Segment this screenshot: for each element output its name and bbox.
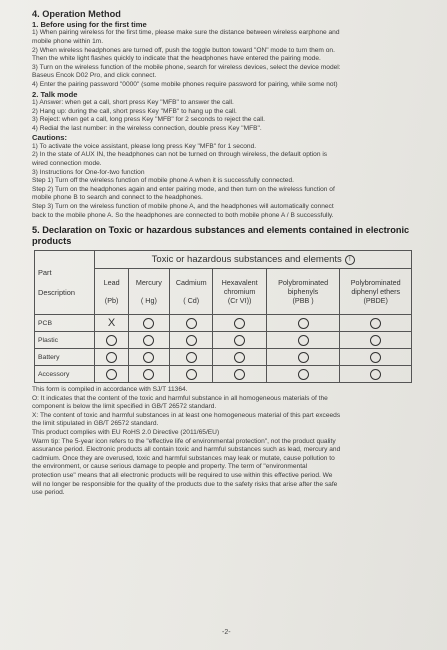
talk-mode-section bbox=[32, 99, 433, 133]
caution-line: 1) To activate the voice assistant, please long press Key "MFB" for 1 second. bbox=[32, 142, 257, 150]
o-mark bbox=[106, 335, 117, 346]
note-line: Warm tip: The 5-year icon refers to the "effective life of environmental protection", not the product quality bbox=[32, 437, 336, 445]
cell-mark bbox=[170, 332, 213, 349]
cell-mark bbox=[340, 332, 412, 349]
caution-line: 3) Instructions for One-for-two function bbox=[32, 168, 145, 176]
cell-mark bbox=[128, 332, 169, 349]
o-mark bbox=[370, 335, 381, 346]
cell-mark bbox=[213, 332, 266, 349]
cautions-section bbox=[32, 143, 433, 220]
o-mark bbox=[106, 352, 117, 363]
first-time-line: 3) Turn on the wireless function of the mobile phone, search for wireless devices, select the device model: bbox=[32, 63, 341, 71]
caution-line: Step 2) Turn on the headphones again and enter pairing mode, and then turn on the wireless function of bbox=[32, 185, 335, 193]
note-line: protection use" means that all electronic products will be required to use within this effective period. We bbox=[32, 472, 333, 480]
column-name: Cadmium bbox=[175, 278, 207, 288]
declaration-notes bbox=[32, 386, 433, 498]
declaration-title-line1: 5. Declaration on Toxic or hazardous substances and elements contained in electronic bbox=[32, 225, 410, 236]
caution-line: back to the mobile phone A. So the headphones are connected to both mobile phone A / B successfully. bbox=[32, 211, 334, 219]
o-mark bbox=[370, 352, 381, 363]
caution-line: Step 1) Turn off the wireless function of mobile phone A when it is successfully connected. bbox=[32, 177, 294, 185]
cell-mark bbox=[340, 349, 412, 366]
operation-method-title: 4. Operation Method bbox=[32, 9, 121, 19]
cell-mark bbox=[128, 366, 169, 383]
cell-mark bbox=[266, 366, 340, 383]
talk-mode-line: 2) Hang up: during the call, short press Key "MFB" to hang up the call. bbox=[32, 107, 237, 115]
column-header-lead bbox=[95, 269, 128, 315]
column-symbol: ( Hg) bbox=[140, 296, 157, 306]
info-icon: ! bbox=[345, 255, 355, 265]
column-header-pbde bbox=[340, 269, 412, 315]
cell-mark bbox=[213, 366, 266, 383]
cell-mark bbox=[340, 315, 412, 332]
table-row bbox=[35, 315, 412, 332]
part-label: Part bbox=[38, 267, 52, 277]
table-row bbox=[35, 349, 412, 366]
column-symbol: (PBDE) bbox=[363, 296, 388, 306]
column-symbol: (Cr VI)) bbox=[227, 296, 252, 306]
caution-line: Step 3) Turn on the wireless function of mobile phone A, and the headphones will automatically connect bbox=[32, 202, 334, 210]
column-name: Polybrominated diphenyl ethers bbox=[350, 278, 401, 297]
caution-line: 2) In the state of AUX IN, the headphones can not be turned on through wireless, the default option is bbox=[32, 151, 328, 159]
column-name: Mercury bbox=[135, 278, 162, 288]
o-mark bbox=[298, 369, 309, 380]
cell-mark bbox=[213, 349, 266, 366]
cell-mark bbox=[170, 366, 213, 383]
first-time-title: 1. Before using for the first time bbox=[32, 20, 147, 29]
row-label: Plastic bbox=[35, 332, 95, 349]
first-time-line: 4) Enter the pairing password "0000" (some mobile phones require password for pairing, while some not) bbox=[32, 80, 338, 88]
cell-mark bbox=[266, 332, 340, 349]
row-label: Accessory bbox=[35, 366, 95, 383]
note-line: This product complies with EU RoHS 2.0 Directive (2011/65/EU) bbox=[32, 429, 220, 437]
first-time-line: 2) When wireless headphones are turned off, push the toggle button toward "ON" mode to turn them on. bbox=[32, 46, 335, 54]
cell-mark bbox=[170, 349, 213, 366]
cell-mark bbox=[266, 315, 340, 332]
column-symbol: (PBB ) bbox=[292, 296, 314, 306]
o-mark bbox=[143, 369, 154, 380]
first-time-line: 1) When pairing wireless for the first time, please make sure the distance between wireless earphone and bbox=[32, 29, 340, 37]
cell-mark bbox=[340, 366, 412, 383]
talk-mode-line: 4) Redial the last number: in the wireless connection, double press Key "MFB". bbox=[32, 124, 262, 132]
description-label: Description bbox=[38, 287, 75, 297]
declaration-title-line2: products bbox=[32, 236, 72, 247]
column-symbol: (Pb) bbox=[104, 296, 119, 306]
column-header-mercury bbox=[128, 269, 169, 315]
o-mark bbox=[370, 369, 381, 380]
page-number: -2- bbox=[222, 629, 231, 636]
cell-mark bbox=[95, 366, 128, 383]
substances-header bbox=[95, 251, 412, 269]
o-mark bbox=[143, 318, 154, 329]
first-time-line: Baseus Encok D02 Pro, and click connect. bbox=[32, 72, 157, 80]
x-mark: X bbox=[107, 316, 116, 329]
note-line: This form is compiled in accordance with SJ/T 11364. bbox=[32, 386, 188, 394]
substances-header-text: Toxic or hazardous substances and elements bbox=[151, 254, 342, 266]
column-name: Lead bbox=[103, 278, 120, 288]
column-header-cadmium bbox=[170, 269, 213, 315]
column-name: Polybrominated biphenyls bbox=[278, 278, 329, 297]
table-row bbox=[35, 332, 412, 349]
o-mark bbox=[186, 369, 197, 380]
row-label: PCB bbox=[35, 315, 95, 332]
column-header-pbb bbox=[266, 269, 340, 315]
caution-line: mobile phone B to search and connect to the headphones. bbox=[32, 194, 203, 202]
note-line: X: The content of toxic and harmful substances in at least one homogeneous material of this part exceeds bbox=[32, 411, 341, 419]
first-time-section bbox=[32, 29, 433, 89]
caution-line: wired connection mode. bbox=[32, 159, 102, 167]
o-mark bbox=[370, 318, 381, 329]
cell-mark bbox=[95, 349, 128, 366]
row-label: Battery bbox=[35, 349, 95, 366]
cell-mark bbox=[266, 349, 340, 366]
cell-mark bbox=[95, 332, 128, 349]
cell-mark bbox=[128, 315, 169, 332]
o-mark bbox=[143, 352, 154, 363]
column-header-chromium bbox=[213, 269, 266, 315]
column-symbol: ( Cd) bbox=[183, 296, 200, 306]
o-mark bbox=[234, 352, 245, 363]
part-description-header bbox=[35, 251, 95, 315]
note-line: component is below the limit specified in GB/T 26572 standard. bbox=[32, 403, 217, 411]
talk-mode-line: 1) Answer: when get a call, short press Key "MFB" to answer the call. bbox=[32, 98, 234, 106]
o-mark bbox=[234, 318, 245, 329]
first-time-line: mobile phone within 1m. bbox=[32, 38, 104, 45]
cell-mark bbox=[128, 349, 169, 366]
o-mark bbox=[143, 335, 154, 346]
talk-mode-line: 3) Reject: when get a call, long press Key "MFB" for 2 seconds to reject the call. bbox=[32, 116, 266, 124]
note-line: cadmium. Once they are overused, toxic and harmful substances may leak or mutate, cause pollution to bbox=[32, 454, 335, 462]
first-time-line: Then the white light flashes quickly to indicate that the headphones have entered the pairing mode. bbox=[32, 55, 321, 63]
hazardous-substances-table bbox=[34, 250, 412, 383]
cautions-title: Cautions: bbox=[32, 133, 68, 143]
note-line: use period. bbox=[32, 489, 65, 497]
note-line: assurance period. Electronic products all contain toxic and harmful substances such as lead, mercury and bbox=[32, 446, 341, 454]
note-line: O: It indicates that the content of the toxic and harmful substance in all homogeneous materials of the bbox=[32, 394, 328, 402]
note-line: the environment, or cause serious damage to people and property. The term of "environmental bbox=[32, 463, 308, 471]
talk-mode-title: 2. Talk mode bbox=[32, 89, 78, 99]
o-mark bbox=[298, 318, 309, 329]
cell-mark bbox=[95, 315, 128, 332]
o-mark bbox=[298, 352, 309, 363]
o-mark bbox=[298, 335, 309, 346]
declaration-title bbox=[32, 225, 433, 247]
column-name: Hexavalent chromium bbox=[221, 278, 258, 297]
o-mark bbox=[186, 352, 197, 363]
note-line: the limit stipulated in GB/T 26572 standard. bbox=[32, 420, 159, 428]
cell-mark bbox=[213, 315, 266, 332]
o-mark bbox=[106, 369, 117, 380]
o-mark bbox=[234, 335, 245, 346]
table-row bbox=[35, 366, 412, 383]
cell-mark bbox=[170, 315, 213, 332]
o-mark bbox=[186, 318, 197, 329]
note-line: will no longer be responsible for the quality of the products due to the safety risks that arise after the safe bbox=[32, 480, 338, 488]
o-mark bbox=[186, 335, 197, 346]
o-mark bbox=[234, 369, 245, 380]
